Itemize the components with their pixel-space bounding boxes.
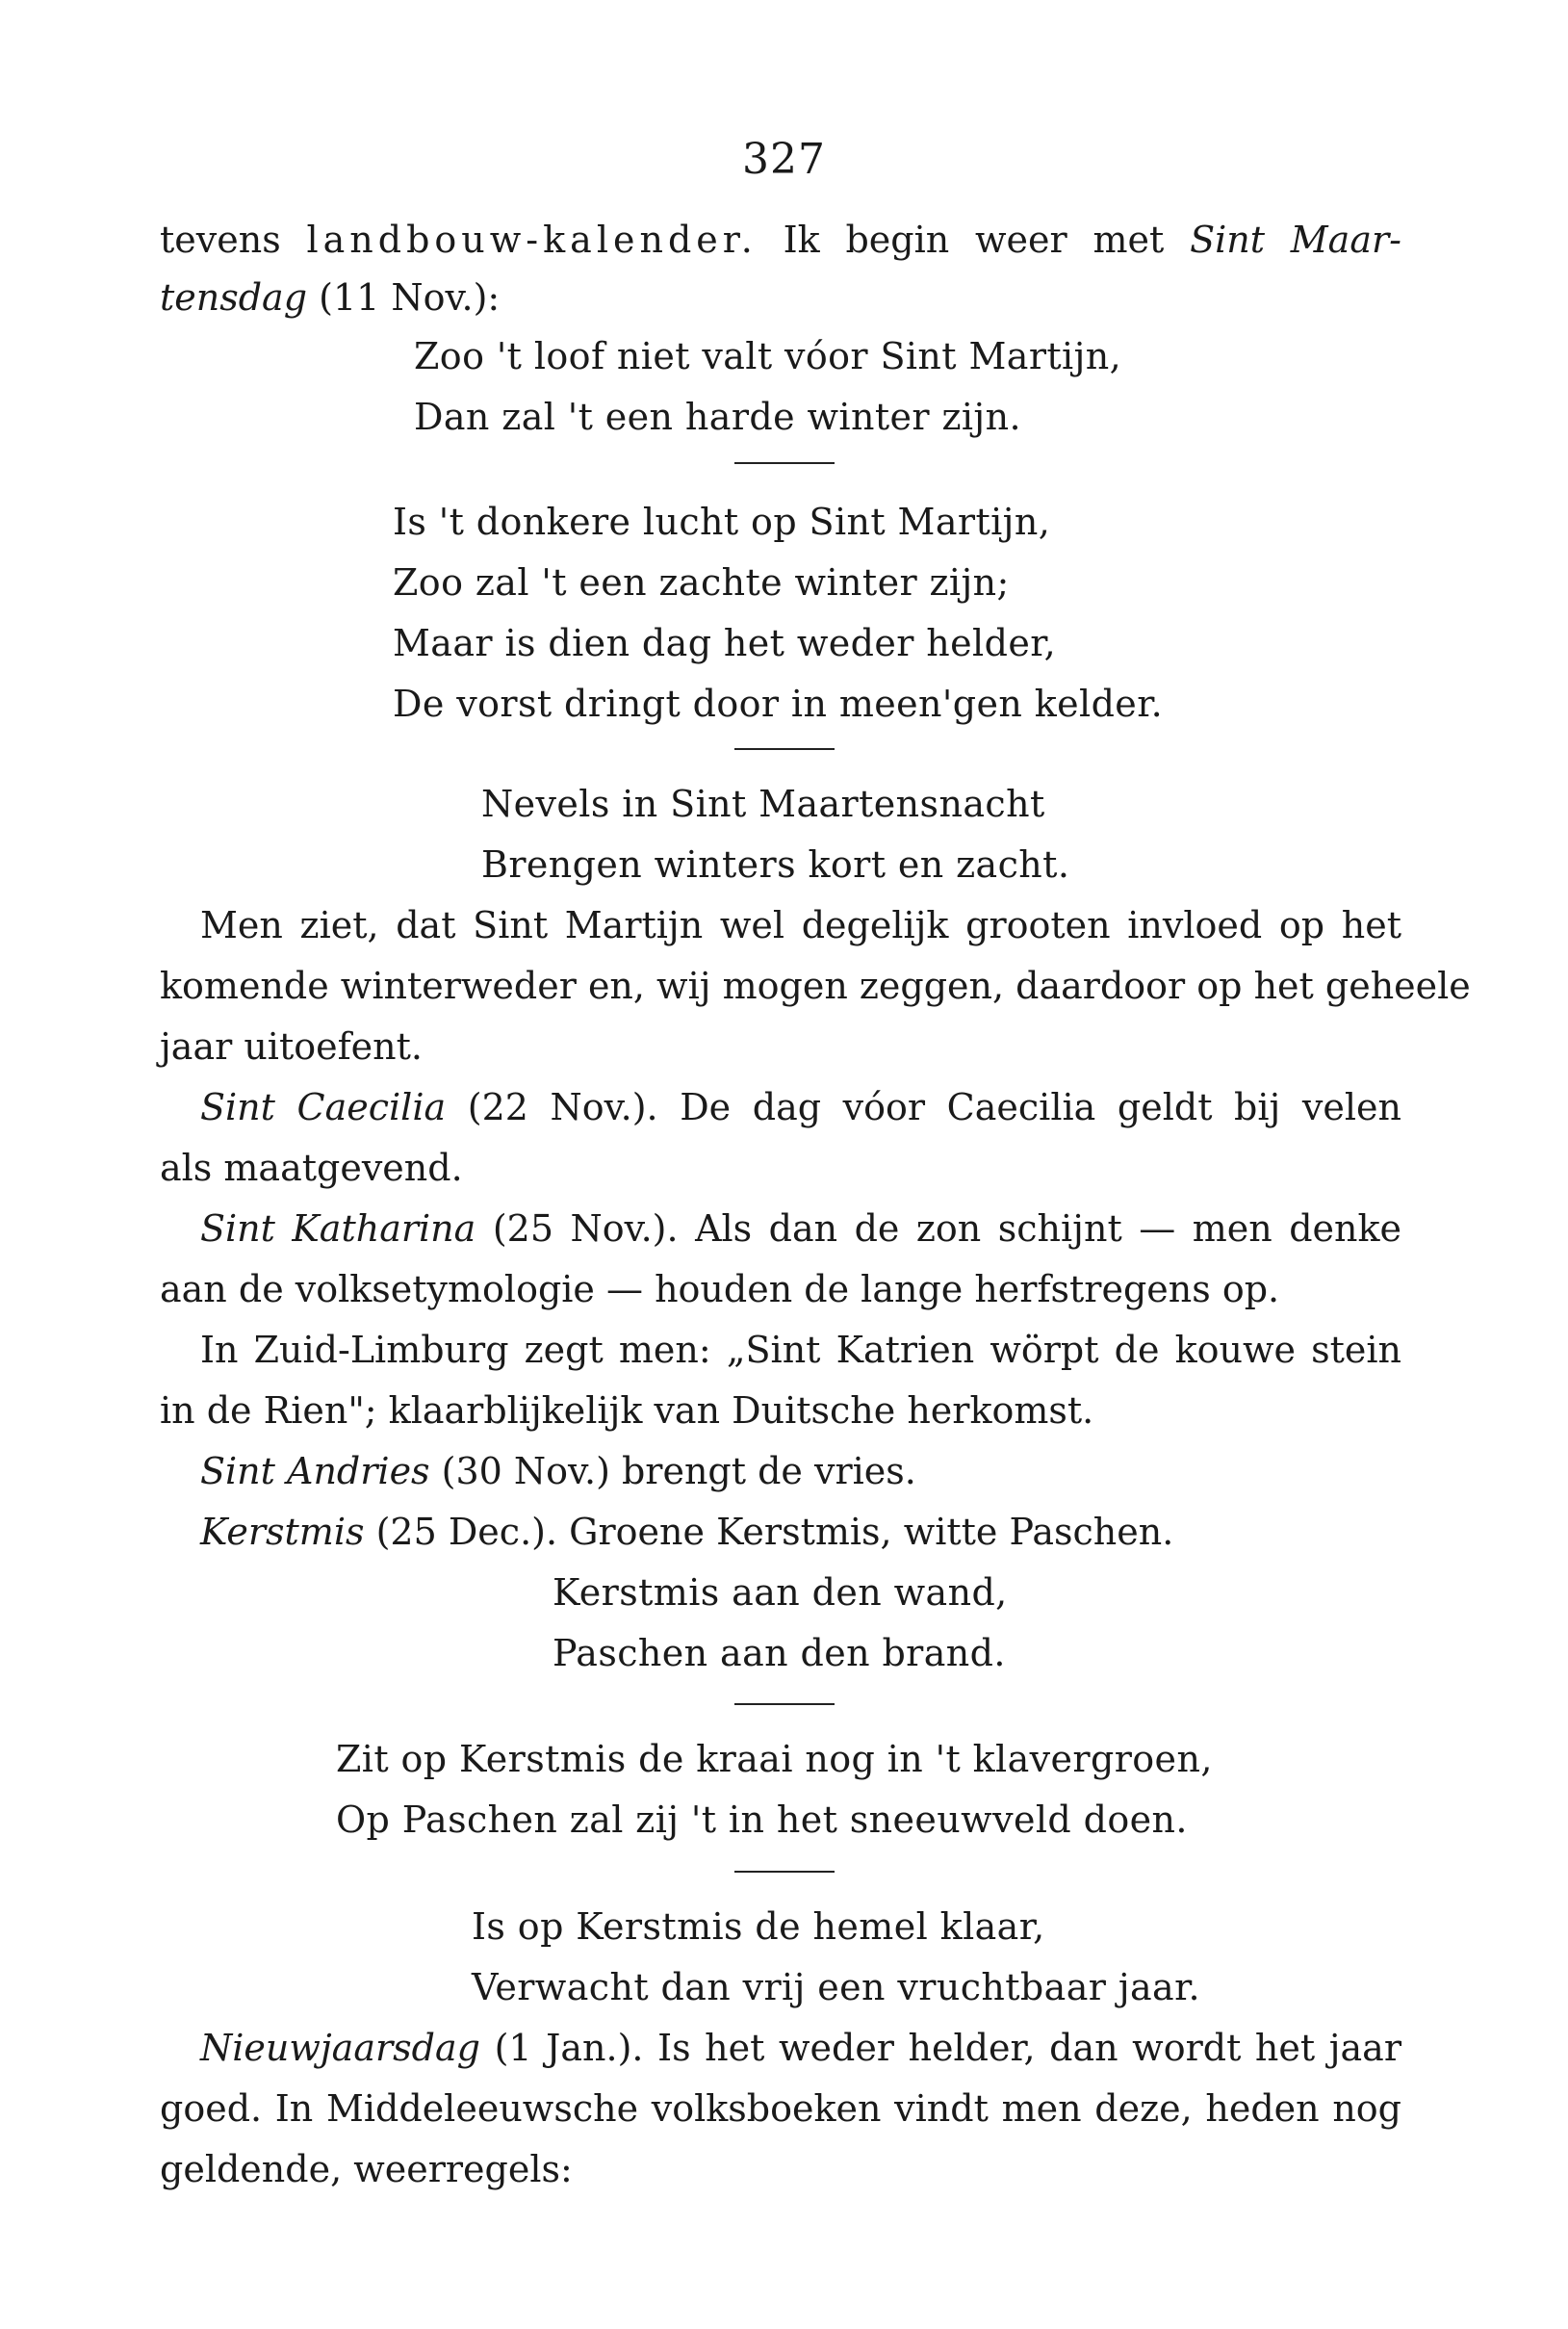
verse-line: Maar is dien dag het weder helder, xyxy=(393,622,1057,664)
verse-line: Verwacht dan vrij een vruchtbaar jaar. xyxy=(472,1966,1200,2008)
text-line: Kerstmis (25 Dec.). Groene Kerstmis, witte Paschen. xyxy=(200,1511,1174,1553)
text-line: komende winterweder en, wij mogen zeggen, daardoor op het geheele xyxy=(160,965,1471,1007)
text-line: als maatgevend. xyxy=(160,1147,463,1189)
verse-line: De vorst dringt door in meen'gen kelder. xyxy=(393,683,1164,725)
text-line: Sint Caecilia (22 Nov.). De dag vóor Caecilia geldt bij velen xyxy=(200,1086,1401,1128)
verse-line: Op Paschen zal zij 't in het sneeuwveld doen. xyxy=(336,1799,1188,1841)
text-line: in de Rien"; klaarblijkelijk van Duitsche herkomst. xyxy=(160,1389,1094,1432)
verse-line: Brengen winters kort en zacht. xyxy=(481,843,1070,886)
text-line: Sint Katharina (25 Nov.). Als dan de zon schijnt — men denke xyxy=(200,1207,1401,1250)
text-line: goed. In Middeleeuwsche volksboeken vindt men deze, heden nog xyxy=(160,2087,1401,2130)
text-line: Nieuwjaarsdag (1 Jan.). Is het weder helder, dan wordt het jaar xyxy=(200,2027,1401,2069)
text-line: tevens landbouw-kalender. Ik begin weer met Sint Maar- xyxy=(160,219,1402,261)
section-divider xyxy=(734,1871,835,1873)
verse-line: Zoo 't loof niet valt vóor Sint Martijn, xyxy=(414,335,1122,377)
text-line: tensdag (11 Nov.): xyxy=(160,276,501,319)
verse-line: Paschen aan den brand. xyxy=(553,1632,1006,1674)
section-divider xyxy=(734,1703,835,1705)
verse-line: Zit op Kerstmis de kraai nog in 't klavergroen, xyxy=(336,1738,1213,1780)
verse-line: Kerstmis aan den wand, xyxy=(553,1571,1008,1614)
page-number: 327 xyxy=(742,135,826,184)
text-line: In Zuid-Limburg zegt men: „Sint Katrien wörpt de kouwe stein xyxy=(200,1329,1401,1371)
verse-line: Is op Kerstmis de hemel klaar, xyxy=(472,1905,1045,1948)
verse-line: Zoo zal 't een zachte winter zijn; xyxy=(393,561,1010,604)
text-line: jaar uitoefent. xyxy=(160,1025,423,1068)
text-line: Sint Andries (30 Nov.) brengt de vries. xyxy=(200,1450,916,1492)
section-divider xyxy=(734,462,835,464)
verse-line: Is 't donkere lucht op Sint Martijn, xyxy=(393,501,1051,543)
section-divider xyxy=(734,748,835,750)
verse-line: Dan zal 't een harde winter zijn. xyxy=(414,396,1021,438)
text-line: Men ziet, dat Sint Martijn wel degelijk grooten invloed op het xyxy=(200,904,1401,946)
verse-line: Nevels in Sint Maartensnacht xyxy=(481,783,1045,825)
text-line: aan de volksetymologie — houden de lange herfstregens op. xyxy=(160,1268,1280,1310)
text-line: geldende, weerregels: xyxy=(160,2148,573,2190)
